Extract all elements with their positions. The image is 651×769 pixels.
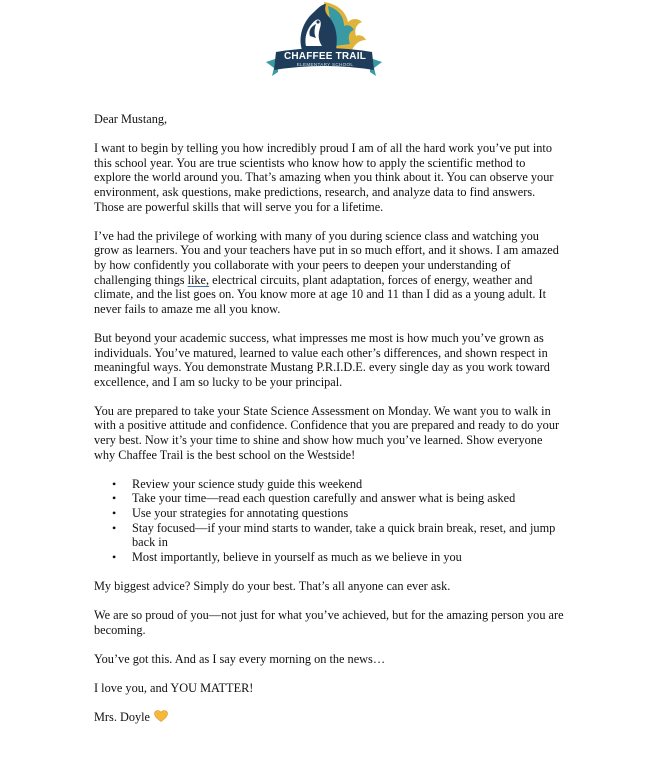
underlined-word: like, [187,272,210,287]
greeting: Dear Mustang, [94,112,168,126]
paragraph-2-start: I’ve had the privilege of working with many of you during science class and watching you grow as learners. You and your teachers have put in so much effort, and it shows. I am amazed by how confidently you collaborate with your peers to deepen your understanding of challenging things [94,228,559,287]
signature: Mrs. Doyle [94,710,151,725]
list-item: • Stay focused—if your mind starts to wander, take a quick brain break, reset, and jump back in [132,521,564,550]
paragraph-6: We are so proud of you—not just for what you’ve achieved, but for the amazing person you are becoming. [94,608,564,637]
list-item: • Review your science study guide this weekend [132,477,564,492]
paragraph-1: I want to begin by telling you how incredibly proud I am of all the hard work you’ve put into this school year. You are true scientists who know how to apply the scientific method to explore the world around you. That’s amazing when you think about it. You can observe your environment, ask questions, make predictions, research, and analyze data to find answers. Those are powerful skills that will serve you for a lifetime. [94,141,554,214]
paragraph-7: You’ve got this. And as I say every morning on the news… [94,651,386,666]
tips-list [94,477,564,565]
logo-school-name: CHAFFEE TRAIL [283,51,367,62]
logo-school-subtitle: ELEMENTARY SCHOOL [296,62,354,67]
paragraph-4: You are prepared to take your State Science Assessment on Monday. We want you to walk in with a positive attitude and confidence. Confidence that you are prepared and ready to do your very best. Now it’s your time to shine and show how much you’ve learned. Show everyone why Chaffee Trail is the best school on the Westside! [94,403,560,462]
signature-line [94,710,564,726]
list-item: • Use your strategies for annotating questions [132,506,564,521]
list-item: • Most importantly, believe in yourself as much as we believe in you [132,550,564,565]
school-logo [262,0,386,84]
paragraph-2 [94,229,564,317]
paragraph-5: My biggest advice? Simply do your best. That’s all anyone can ever ask. [94,579,451,593]
mustang-logo-icon [262,0,386,84]
yellow-heart-icon [154,710,168,726]
list-item: • Take your time—read each question carefully and answer what is being asked [132,491,564,506]
paragraph-8: I love you, and YOU MATTER! [94,681,254,696]
paragraph-3: But beyond your academic success, what impresses me most is how much you’ve grown as individuals. You’ve matured, learned to value each other’s differences, and shown respect in meaningful ways. You demonstrate Mustang P.R.I.D.E. every single day as you work toward excellence, and I am so lucky to be your principal. [94,330,550,389]
letter-body [94,112,564,741]
paragraph-2-end: electrical circuits, plant adaptation, forces of energy, weather and climate, and the list goes on. You know more at age 10 and 11 than I did as a young adult. It never fails to amaze me all you know. [94,272,547,316]
